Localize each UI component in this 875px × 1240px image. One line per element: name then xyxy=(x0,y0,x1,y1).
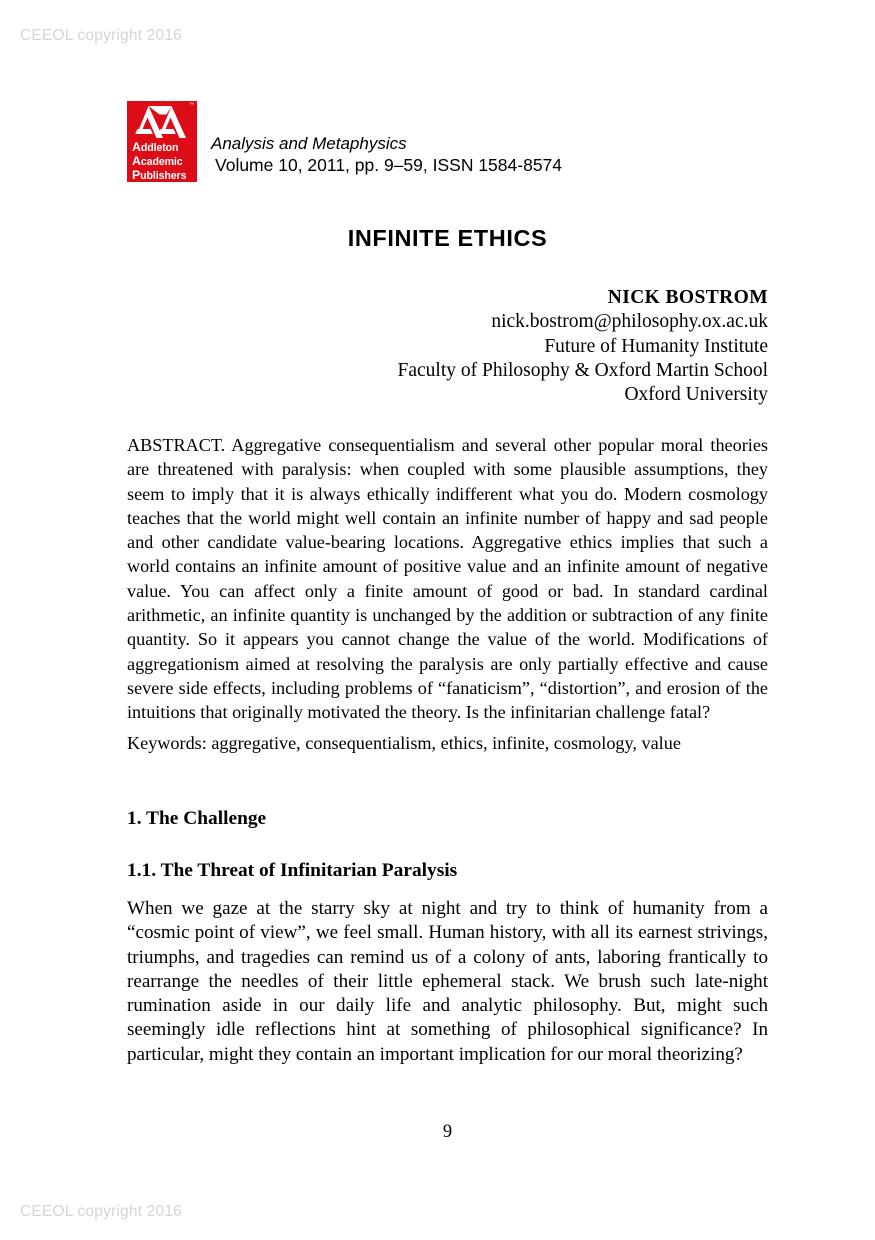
body-paragraph-1: When we gaze at the starry sky at night and try to think of humanity from a “cosmic point of view”, we feel small. Human history, with all its earnest strivings, triumphs, and tragedies can remind us of a colony of ants, laboring frantically to rearrange the needles of their little ephemeral stack. We brush such late-night rumination aside in our daily life and analytic philosophy. But, might such seemingly idle reflections hint at something of philosophical significance? In particular, might they contain an important implication for our moral theorizing? xyxy=(127,898,768,1065)
author-name: NICK BOSTROM xyxy=(607,287,768,308)
journal-info xyxy=(211,101,562,177)
author-email: nick.bostrom@philosophy.ox.ac.uk xyxy=(491,311,768,333)
page-number: 9 xyxy=(442,1122,453,1142)
publisher-logo-line-2: Academic xyxy=(132,154,183,169)
publisher-logo-line-3-rest: ublishers xyxy=(140,170,187,182)
publisher-logo-wordmark xyxy=(132,141,196,182)
author-institute: Future of Humanity Institute xyxy=(544,335,768,357)
section-heading-1: 1. The Challenge xyxy=(127,808,267,829)
publisher-logo xyxy=(127,101,197,182)
author-faculty: Faculty of Philosophy & Oxford Martin School xyxy=(397,359,768,381)
author-block xyxy=(127,286,768,407)
abstract-paragraph: ABSTRACT. Aggregative consequentialism and several other popular moral theories are threatened with paralysis: when coupled with some plausible assumptions, they seem to imply that it is always ethically indifferent what you do. Modern cosmology teaches that the world might well contain an infinite number of happy and sad people and other candidate value-bearing locations. Aggregative ethics implies that such a world contains an infinite amount of positive value and an infinite amount of negative value. You can affect only a finite amount of good or bad. In standard cardinal arithmetic, an infinite quantity is unchanged by the addition or subtraction of any finite quantity. So it appears you cannot change the value of the world. Modifications of aggregationism aimed at resolving the paralysis are only partially effective and cause severe side effects, including problems of “fanaticism”, “distortion”, and erosion of the intuitions that originally motivated the theory. Is the infinitarian challenge fatal? xyxy=(127,435,768,723)
publisher-logo-line-1-rest: ddleton xyxy=(140,142,179,154)
trademark-icon: ™ xyxy=(189,102,194,108)
publisher-logo-line-2-rest: cademic xyxy=(140,156,183,169)
copyright-watermark-bottom: CEEOL copyright 2016 xyxy=(20,1203,182,1220)
publisher-logo-line-3: Publishers xyxy=(132,168,187,182)
copyright-watermark-top: CEEOL copyright 2016 xyxy=(20,27,182,44)
author-university: Oxford University xyxy=(624,384,768,406)
publisher-logo-line-1: Addleton xyxy=(132,140,179,154)
keywords-line: Keywords: aggregative, consequentialism, ethics, infinite, cosmology, value xyxy=(127,733,681,753)
journal-issue-line: Volume 10, 2011, pp. 9–59, ISSN 1584-8574 xyxy=(215,155,563,175)
section-heading-1-1: 1.1. The Threat of Infinitarian Paralysis xyxy=(127,860,458,881)
masthead xyxy=(127,101,562,182)
page-title: INFINITE ETHICS xyxy=(347,225,548,251)
journal-name: Analysis and Metaphysics xyxy=(211,134,407,153)
